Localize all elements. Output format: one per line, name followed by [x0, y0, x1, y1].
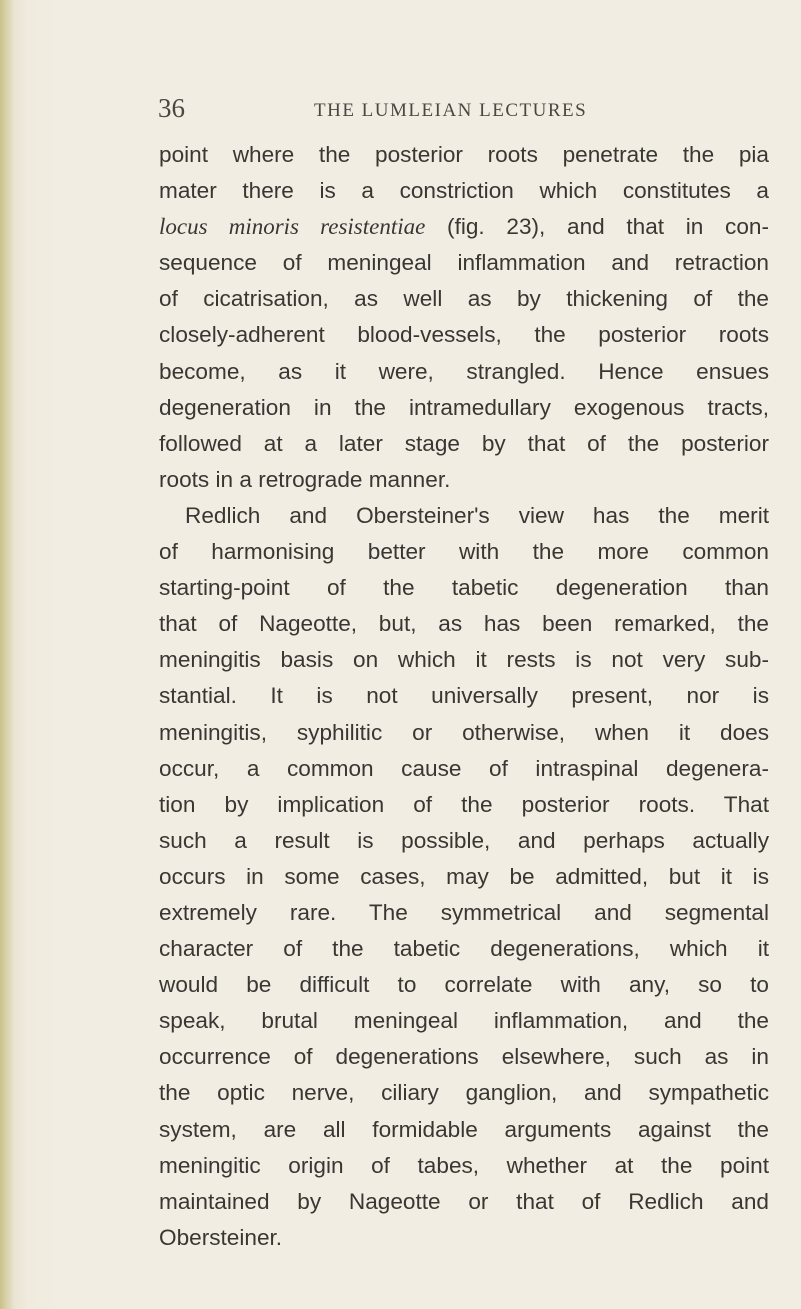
text-line: extremely rare. The symmetrical and segmental: [159, 899, 769, 925]
running-head: [0, 93, 801, 133]
text-line: character of the tabetic degenerations, which it: [159, 936, 769, 962]
italic-phrase: locus minoris resistentiae: [159, 214, 426, 240]
text-line: such a result is possible, and perhaps actually: [159, 827, 769, 853]
text-line: occurs in some cases, may be admitted, but it is: [159, 863, 769, 889]
text-line: point where the posterior roots penetrate the pia: [159, 142, 769, 167]
text-line: closely-adherent blood-vessels, the posterior roots: [159, 322, 769, 348]
text-line: system, are all formidable arguments against the: [159, 1116, 769, 1142]
text-line: [159, 209, 769, 245]
text-line: mater there is a constriction which constitutes a: [159, 178, 769, 204]
spine-shadow: [0, 0, 14, 1309]
text-line: followed at a later stage by that of the posterior: [159, 430, 769, 456]
text-line: the optic nerve, ciliary ganglion, and sympathetic: [159, 1080, 769, 1106]
text-line: meningitis, syphilitic or otherwise, when it does: [159, 719, 769, 745]
text-line: of cicatrisation, as well as by thickening of the: [159, 286, 769, 312]
text-line-rest: (fig. 23), and that in con-: [447, 214, 769, 240]
text-line: speak, brutal meningeal inflammation, and the: [159, 1008, 769, 1034]
text-line: tion by implication of the posterior roots. That: [159, 791, 769, 817]
text-line: occurrence of degenerations elsewhere, such as in: [159, 1044, 769, 1070]
text-line: sequence of meningeal inflammation and retraction: [159, 250, 769, 276]
text-line: occur, a common cause of intraspinal degenera-: [159, 755, 769, 781]
text-line: meningitic origin of tabes, whether at the point: [159, 1152, 769, 1178]
text-line: Redlich and Obersteiner's view has the merit: [185, 502, 769, 528]
text-line: of harmonising better with the more common: [159, 539, 769, 565]
body-text: [159, 137, 769, 1256]
page-number: 36: [158, 93, 185, 123]
text-line: that of Nageotte, but, as has been remarked, the: [159, 611, 769, 637]
text-line: Obersteiner.: [159, 1224, 283, 1250]
text-line: meningitis basis on which it rests is not very sub-: [159, 647, 769, 673]
text-line: would be difficult to correlate with any, so to: [159, 972, 769, 998]
running-title: THE LUMLEIAN LECTURES: [314, 100, 588, 121]
text-line: maintained by Nageotte or that of Redlich and: [159, 1188, 769, 1214]
text-line: roots in a retrograde manner.: [159, 466, 451, 492]
text-line: degeneration in the intramedullary exogenous tracts,: [159, 394, 769, 420]
text-line: become, as it were, strangled. Hence ensues: [159, 358, 769, 384]
text-line: stantial. It is not universally present, nor is: [159, 683, 769, 709]
text-line: starting-point of the tabetic degeneration than: [159, 575, 769, 601]
